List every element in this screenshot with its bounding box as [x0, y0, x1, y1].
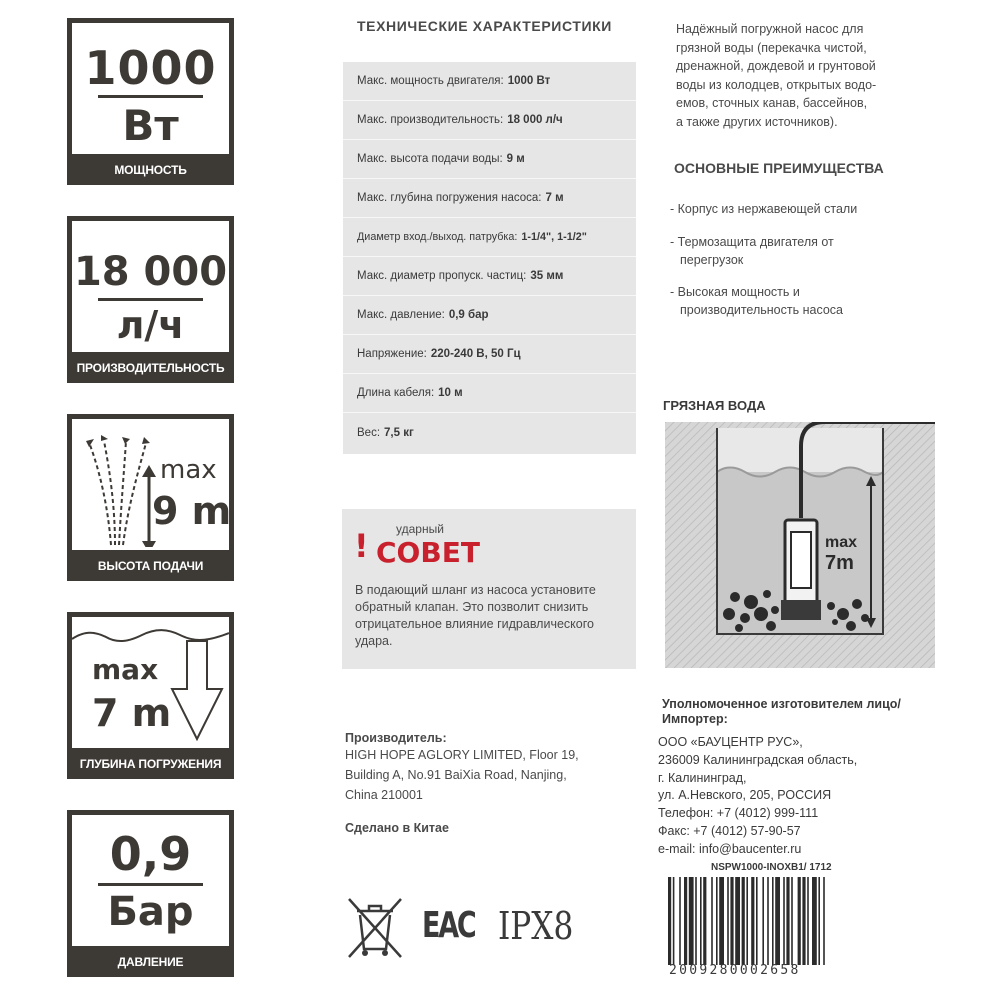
origin-text: Сделано в Китае — [345, 821, 449, 835]
spec-label: Макс. глубина погружения насоса: — [357, 192, 542, 204]
spec-row — [343, 296, 636, 335]
barcode-bar — [679, 877, 681, 965]
barcode-graphic — [668, 877, 886, 965]
pressure-value: 0,9 — [109, 827, 192, 881]
importer-line: e-mail: info@baucenter.ru — [658, 841, 802, 856]
lift-unit: max — [160, 455, 217, 485]
flow-rule — [98, 298, 203, 301]
spec-value: 9 м — [506, 153, 525, 165]
description — [676, 20, 926, 131]
barcode-bar — [783, 877, 785, 965]
pressure-badge — [67, 810, 234, 977]
importer-title-line: Импортер: — [662, 712, 728, 726]
power-badge — [67, 18, 234, 185]
spec-value: 10 м — [438, 387, 463, 399]
barcode-bar — [807, 877, 809, 965]
spec-label: Напряжение: — [357, 348, 427, 360]
flow-caption: ПРОИЗВОДИТЕЛЬНОСТЬ — [76, 361, 225, 375]
barcode-bar — [775, 877, 780, 965]
barcode-bar — [791, 877, 793, 965]
description-line: воды из колодцев, открытых водо- — [676, 77, 877, 92]
barcode-bar — [695, 877, 697, 965]
spec-value: 220-240 В, 50 Гц — [430, 348, 521, 360]
lift-caption: ВЫСОТА ПОДАЧИ — [97, 559, 204, 573]
barcode-bar — [767, 877, 769, 965]
lift-value: 9 m — [152, 489, 232, 533]
tip-exclamation: ! — [354, 527, 369, 565]
advantage-line: - Корпус из нержавеющей стали — [670, 202, 858, 216]
importer-title-line: Уполномоченное изготовителем лицо/ — [662, 697, 901, 711]
spec-label: Диаметр вход./выход. патрубка: — [357, 231, 518, 243]
barcode-bar — [823, 877, 825, 965]
spec-table — [343, 62, 636, 454]
tip-line: обратный клапан. Это позволит снизить — [355, 600, 589, 614]
description-line: дренажной, дождевой и грунтовой — [676, 59, 876, 73]
diagram-title: ГРЯЗНАЯ ВОДА — [663, 398, 766, 413]
spec-label: Длина кабеля: — [357, 387, 435, 399]
flow-value: 18 000 — [73, 249, 228, 295]
depth-value: 7 m — [92, 691, 172, 735]
power-caption: МОЩНОСТЬ — [114, 163, 187, 177]
spec-value: 7,5 кг — [384, 426, 414, 439]
barcode-bar — [772, 877, 774, 965]
barcode-bar — [716, 877, 718, 965]
spec-row — [343, 413, 636, 452]
importer-line: 236009 Калининградская область, — [658, 752, 858, 767]
power-rule — [98, 95, 203, 98]
barcode-bar — [802, 877, 805, 965]
depth-badge — [67, 612, 234, 779]
advantage-item — [670, 200, 857, 218]
spec-label: Макс. давление: — [357, 309, 445, 321]
spec-row — [343, 179, 636, 218]
importer-title — [662, 697, 901, 727]
spec-value: 35 мм — [530, 270, 564, 282]
manufacturer-line: China 210001 — [345, 788, 423, 802]
tip-line: удара. — [355, 634, 393, 648]
barcode-bar — [719, 877, 724, 965]
spec-value: 0,9 бар — [448, 309, 489, 321]
barcode-bar — [735, 877, 740, 965]
description-line: а также других источников). — [676, 114, 838, 129]
pressure-unit: Бар — [107, 889, 194, 935]
diagram-depth: 7m — [825, 552, 854, 574]
ipx8-mark: IPX8 — [498, 904, 574, 948]
advantage-line: - Высокая мощность и — [670, 285, 800, 299]
tip-heading: СОВЕТ — [376, 536, 480, 569]
barcode-bar — [730, 877, 733, 965]
importer-line: Телефон: +7 (4012) 999-111 — [658, 806, 819, 821]
tip-line: отрицательное влияние гидравлического — [355, 617, 594, 631]
barcode-bar — [742, 877, 745, 965]
spec-label: Макс. мощность двигателя: — [357, 75, 504, 87]
barcode-bar — [684, 877, 687, 965]
spec-row — [343, 62, 636, 101]
barcode-bar — [746, 877, 748, 965]
barcode-bar — [727, 877, 729, 965]
barcode-bar — [756, 877, 758, 965]
manufacturer-line: HIGH HOPE AGLORY LIMITED, Floor 19, — [345, 748, 579, 762]
description-line: грязной воды (перекачка чистой, — [676, 40, 867, 55]
spec-row — [343, 140, 636, 179]
depth-unit: max — [92, 653, 159, 686]
spec-row — [343, 218, 636, 257]
spec-label: Макс. диаметр пропуск. частиц: — [357, 270, 527, 282]
power-unit: Вт — [122, 101, 179, 150]
advantages-title: ОСНОВНЫЕ ПРЕИМУЩЕСТВА — [674, 160, 884, 176]
barcode-bar — [818, 877, 820, 965]
tip-text — [355, 582, 630, 650]
spec-value: 18 000 л/ч — [507, 114, 563, 126]
advantage-line: производительность насоса — [680, 303, 843, 317]
tip-line: В подающий шланг из насоса установите — [355, 583, 596, 597]
importer-address — [658, 734, 857, 859]
barcode-bar — [786, 877, 789, 965]
pressure-rule — [98, 883, 203, 886]
description-line: емов, сточных канав, бассейнов, — [676, 96, 868, 110]
advantage-item — [670, 283, 843, 319]
product-code: NSPW1000-INOXB1/ 1712 — [711, 862, 832, 873]
importer-line: г. Калининград, — [658, 770, 747, 785]
barcode-bar — [703, 877, 706, 965]
barcode-bar — [711, 877, 713, 965]
eac-mark: EAC — [422, 905, 475, 946]
advantage-item — [670, 233, 834, 269]
tip-small-label: ударный — [396, 522, 444, 536]
importer-line: Факс: +7 (4012) 57-90-57 — [658, 823, 801, 838]
barcode-bar — [762, 877, 764, 965]
spec-row — [343, 101, 636, 140]
spec-row — [343, 257, 636, 296]
advantage-line: - Термозащита двигателя от — [670, 235, 834, 249]
spec-label: Вес: — [357, 426, 381, 439]
pit-diagram — [665, 422, 935, 668]
manufacturer-line: Building A, No.91 BaiXia Road, Nanjing, — [345, 768, 567, 782]
power-value: 1000 — [84, 41, 217, 95]
spec-row — [343, 374, 636, 413]
importer-line: ул. А.Невского, 205, РОССИЯ — [658, 788, 832, 803]
spec-title: ТЕХНИЧЕСКИЕ ХАРАКТЕРИСТИКИ — [357, 18, 612, 34]
depth-arrow-icon — [170, 639, 224, 744]
barcode-bar — [751, 877, 754, 965]
barcode-bar — [668, 877, 671, 965]
diagram-max: max — [825, 534, 858, 551]
spec-value: 7 м — [545, 192, 564, 204]
spec-value: 1-1/4", 1-1/2" — [521, 231, 587, 243]
barcode-bar — [798, 877, 801, 965]
barcode-bar — [673, 877, 675, 965]
spec-label: Макс. производительность: — [357, 114, 504, 126]
depth-caption: ГЛУБИНА ПОГРУЖЕНИЯ — [79, 757, 222, 771]
weee-bin-icon — [345, 893, 405, 963]
lift-badge — [67, 414, 234, 581]
pressure-caption: ДАВЛЕНИЕ — [117, 955, 184, 969]
spec-value: 1000 Вт — [507, 75, 551, 87]
importer-line: ООО «БАУЦЕНТР РУС», — [658, 735, 803, 749]
flow-badge — [67, 216, 234, 383]
description-line: Надёжный погружной насос для — [676, 22, 864, 36]
barcode-bar — [689, 877, 694, 965]
advantage-line: перегрузок — [680, 253, 744, 267]
barcode-bar — [700, 877, 702, 965]
manufacturer-address — [345, 745, 579, 805]
pit-illustration — [665, 422, 935, 668]
manufacturer-title: Производитель: — [345, 731, 447, 745]
flow-unit: л/ч — [116, 303, 185, 347]
barcode-bar — [812, 877, 817, 965]
spec-row — [343, 335, 636, 374]
barcode-digits: 2009280002658 — [669, 963, 801, 978]
spec-label: Макс. высота подачи воды: — [357, 153, 503, 165]
